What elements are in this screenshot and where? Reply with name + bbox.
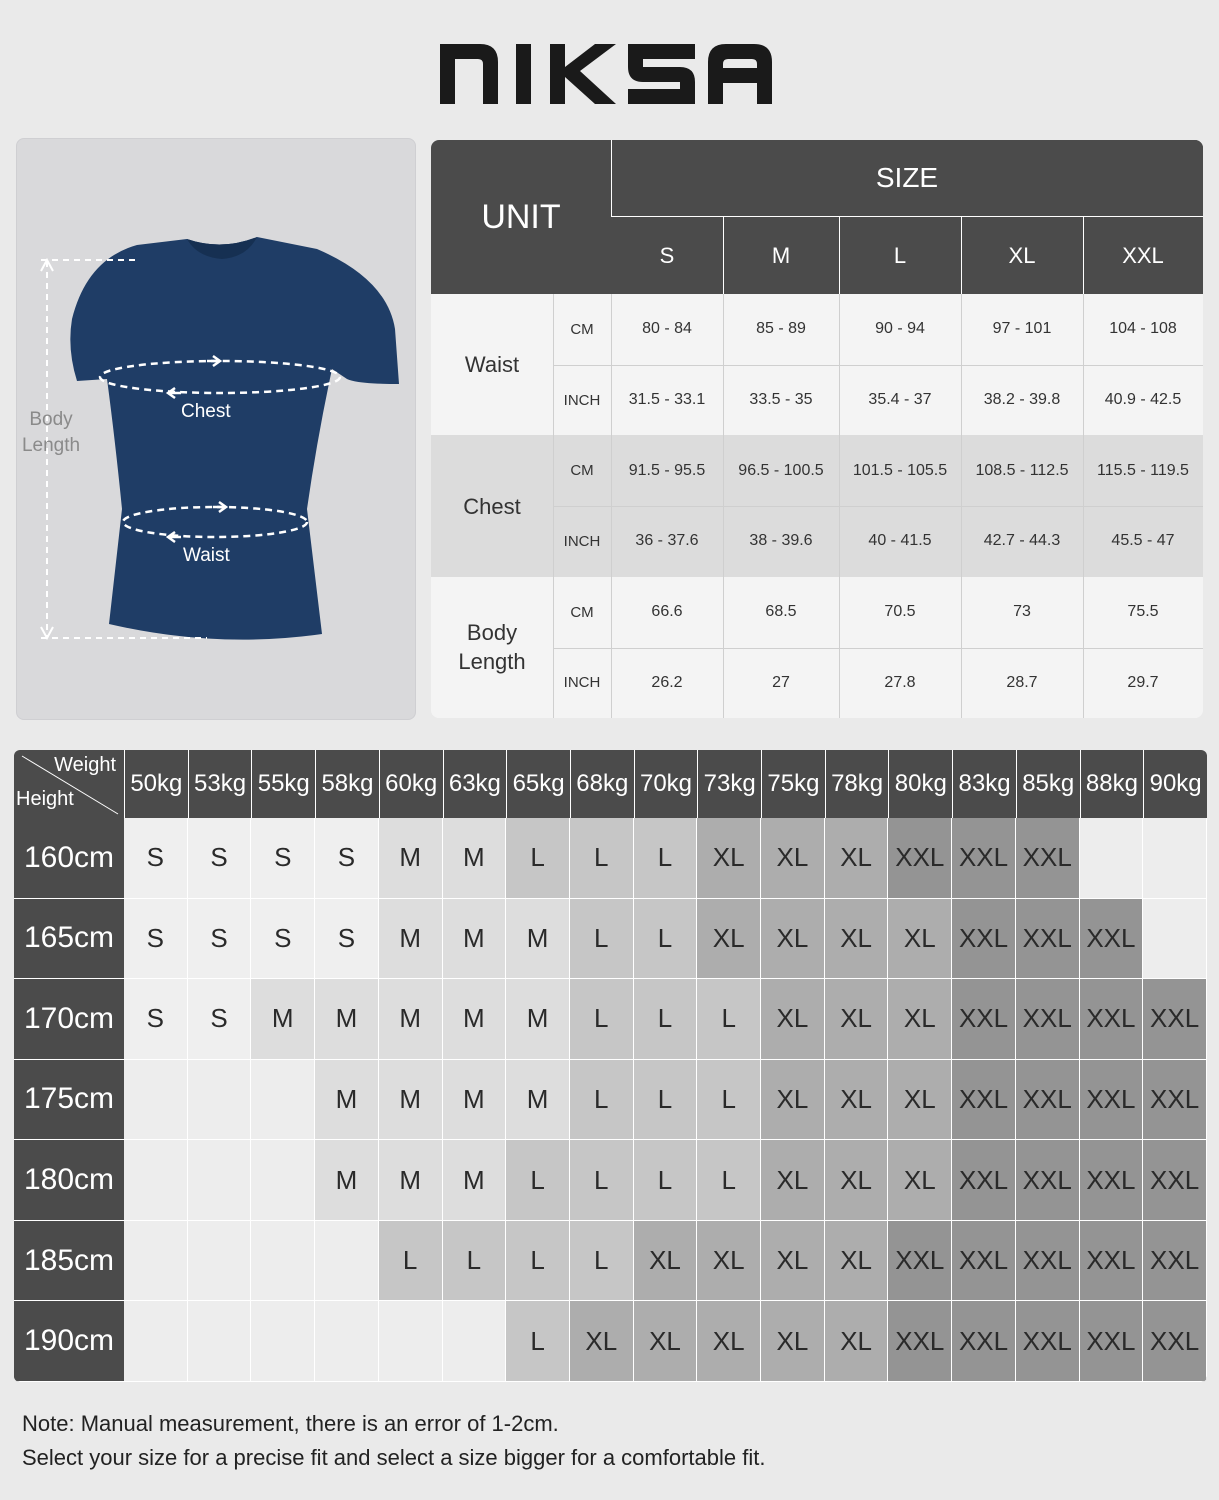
size-recommendation-cell: XL xyxy=(825,899,889,980)
height-row-header: 185cm xyxy=(14,1221,124,1302)
unit-label: CM xyxy=(570,462,594,480)
size-value-cell: 29.7 xyxy=(1127,673,1159,691)
size-recommendation-cell: XL xyxy=(825,1140,889,1221)
note-line-1: Note: Manual measurement, there is an error of 1-2cm. xyxy=(22,1411,559,1436)
measure-label-chest: Chest xyxy=(463,493,521,519)
weight-column-header: 70kg xyxy=(634,750,698,818)
size-recommendation-cell: L xyxy=(379,1221,443,1302)
size-value-cell: 101.5 - 105.5 xyxy=(852,461,948,479)
size-column-xl: XL xyxy=(961,217,1083,294)
weight-column-header: 63kg xyxy=(443,750,507,818)
size-recommendation-cell: S xyxy=(315,818,379,899)
weight-column-header: 73kg xyxy=(697,750,761,818)
size-recommendation-cell: L xyxy=(570,1060,634,1141)
size-value-cell: 97 - 101 xyxy=(992,320,1052,338)
height-row-header: 175cm xyxy=(14,1060,124,1141)
unit-label: CM xyxy=(570,320,594,338)
size-column-xxl: XXL xyxy=(1083,217,1203,294)
size-recommendation-cell: M xyxy=(443,1060,507,1141)
size-recommendation-cell: XL xyxy=(761,1221,825,1302)
note-line-2: Select your size for a precise fit and select a size bigger for a comfortable fit. xyxy=(22,1445,766,1470)
size-header: SIZE xyxy=(611,140,1203,216)
size-measurement-table xyxy=(431,140,1203,718)
size-recommendation-cell: XL xyxy=(761,1301,825,1382)
size-value-cell: 42.7 - 44.3 xyxy=(983,532,1061,550)
size-recommendation-cell: L xyxy=(506,1140,570,1221)
size-value-cell: 38 - 39.6 xyxy=(749,532,813,550)
size-recommendation-cell: M xyxy=(443,899,507,980)
size-recommendation-cell: XXL xyxy=(888,818,952,899)
size-value-cell: 45.5 - 47 xyxy=(1111,532,1175,550)
size-value-cell: 91.5 - 95.5 xyxy=(628,461,706,479)
size-recommendation-cell: XXL xyxy=(1143,979,1207,1060)
size-recommendation-cell xyxy=(1143,899,1207,980)
size-recommendation-cell: L xyxy=(506,1221,570,1302)
height-row-header: 160cm xyxy=(14,818,124,899)
height-row-header: 165cm xyxy=(14,899,124,980)
size-recommendation-cell: XL xyxy=(825,1301,889,1382)
size-recommendation-cell: XL xyxy=(761,899,825,980)
size-recommendation-cell: XL xyxy=(634,1301,698,1382)
size-value-cell: 40 - 41.5 xyxy=(868,532,932,550)
size-recommendation-cell xyxy=(1143,818,1207,899)
size-recommendation-cell: XL xyxy=(761,818,825,899)
size-recommendation-cell: L xyxy=(634,1140,698,1221)
size-recommendation-cell xyxy=(1080,818,1144,899)
height-row-header: 170cm xyxy=(14,979,124,1060)
size-recommendation-cell xyxy=(124,1140,188,1221)
size-recommendation-cell xyxy=(124,1301,188,1382)
size-recommendation-cell: L xyxy=(697,1140,761,1221)
size-value-cell: 85 - 89 xyxy=(756,320,806,338)
size-value-cell: 27.8 xyxy=(884,673,916,691)
size-recommendation-cell: XL xyxy=(697,1301,761,1382)
chest-label: Chest xyxy=(181,401,231,422)
size-recommendation-cell: XL xyxy=(888,1140,952,1221)
size-recommendation-cell: M xyxy=(379,1060,443,1141)
height-row-header: 180cm xyxy=(14,1140,124,1221)
size-value-cell: 68.5 xyxy=(765,603,797,621)
size-recommendation-cell: XL xyxy=(888,1060,952,1141)
size-recommendation-cell: L xyxy=(634,979,698,1060)
size-recommendation-cell: L xyxy=(697,979,761,1060)
size-recommendation-cell: M xyxy=(443,1140,507,1221)
weight-column-header: 90kg xyxy=(1143,750,1207,818)
size-recommendation-cell: S xyxy=(251,899,315,980)
weight-column-header: 55kg xyxy=(251,750,315,818)
weight-column-header: 65kg xyxy=(506,750,570,818)
size-recommendation-cell: XXL xyxy=(1143,1140,1207,1221)
weight-column-header: 50kg xyxy=(124,750,188,818)
size-recommendation-cell xyxy=(188,1060,252,1141)
size-recommendation-cell xyxy=(251,1221,315,1302)
size-recommendation-cell: XXL xyxy=(952,1301,1016,1382)
size-recommendation-cell: XL xyxy=(825,818,889,899)
size-recommendation-cell: XXL xyxy=(1016,818,1080,899)
size-recommendation-cell: XL xyxy=(825,1221,889,1302)
size-recommendation-cell: S xyxy=(124,899,188,980)
weight-column-header: 83kg xyxy=(952,750,1016,818)
weight-column-header: 58kg xyxy=(315,750,379,818)
unit-label: INCH xyxy=(563,674,601,692)
size-recommendation-cell: L xyxy=(570,1221,634,1302)
size-recommendation-cell: S xyxy=(188,979,252,1060)
weight-column-header: 68kg xyxy=(570,750,634,818)
size-value-cell: 104 - 108 xyxy=(1109,320,1177,338)
size-value-cell: 75.5 xyxy=(1127,603,1159,621)
size-recommendation-cell xyxy=(251,1060,315,1141)
size-recommendation-cell: M xyxy=(443,818,507,899)
size-recommendation-cell xyxy=(251,1140,315,1221)
size-recommendation-cell: M xyxy=(315,979,379,1060)
weight-column-header: 85kg xyxy=(1016,750,1080,818)
grid-corner xyxy=(14,750,124,818)
size-recommendation-cell: XXL xyxy=(1016,1221,1080,1302)
size-recommendation-cell: XXL xyxy=(1016,899,1080,980)
size-recommendation-cell: M xyxy=(251,979,315,1060)
weight-column-header: 78kg xyxy=(825,750,889,818)
size-recommendation-cell: M xyxy=(379,979,443,1060)
size-recommendation-cell xyxy=(124,1221,188,1302)
unit-label: INCH xyxy=(563,532,601,550)
size-column-m: M xyxy=(723,217,839,294)
size-recommendation-cell xyxy=(188,1221,252,1302)
size-recommendation-cell xyxy=(124,1060,188,1141)
size-recommendation-cell: XXL xyxy=(952,899,1016,980)
size-column-l: L xyxy=(839,217,961,294)
size-recommendation-cell: XXL xyxy=(1080,899,1144,980)
size-recommendation-cell: XXL xyxy=(952,979,1016,1060)
size-value-cell: 70.5 xyxy=(884,603,916,621)
size-recommendation-cell xyxy=(188,1140,252,1221)
size-recommendation-cell: XXL xyxy=(952,1140,1016,1221)
size-recommendation-cell: XL xyxy=(697,818,761,899)
weight-height-size-grid xyxy=(14,750,1207,1382)
weight-column-header: 53kg xyxy=(188,750,252,818)
size-recommendation-cell: S xyxy=(124,818,188,899)
size-value-cell: 26.2 xyxy=(651,673,683,691)
size-recommendation-cell: L xyxy=(570,1140,634,1221)
size-recommendation-cell: M xyxy=(443,979,507,1060)
size-recommendation-cell: L xyxy=(634,1060,698,1141)
unit-header: UNIT xyxy=(431,140,611,294)
size-column-s: S xyxy=(611,217,723,294)
size-recommendation-cell: L xyxy=(443,1221,507,1302)
shirt-measurement-figure xyxy=(16,138,416,720)
weight-column-header: 60kg xyxy=(379,750,443,818)
body-length-label: Body Length xyxy=(21,409,81,456)
weight-column-header: 80kg xyxy=(888,750,952,818)
size-value-cell: 31.5 - 33.1 xyxy=(628,391,706,409)
unit-label: CM xyxy=(570,603,594,621)
size-recommendation-cell: XXL xyxy=(1016,1060,1080,1141)
size-recommendation-cell: M xyxy=(379,899,443,980)
size-recommendation-cell xyxy=(251,1301,315,1382)
size-recommendation-cell: XL xyxy=(888,979,952,1060)
size-recommendation-cell: XL xyxy=(825,979,889,1060)
size-value-cell: 108.5 - 112.5 xyxy=(975,461,1069,479)
size-recommendation-cell: S xyxy=(188,818,252,899)
size-recommendation-cell: XXL xyxy=(1016,979,1080,1060)
size-recommendation-cell: XL xyxy=(697,1221,761,1302)
size-recommendation-cell: XXL xyxy=(1080,1060,1144,1141)
size-recommendation-cell: XL xyxy=(888,899,952,980)
size-recommendation-cell: XL xyxy=(825,1060,889,1141)
size-value-cell: 40.9 - 42.5 xyxy=(1104,391,1182,409)
size-value-cell: 36 - 37.6 xyxy=(635,532,699,550)
size-recommendation-cell: S xyxy=(124,979,188,1060)
size-recommendation-cell xyxy=(379,1301,443,1382)
size-recommendation-cell: XXL xyxy=(1143,1060,1207,1141)
size-recommendation-cell xyxy=(188,1301,252,1382)
size-recommendation-cell: L xyxy=(634,899,698,980)
size-value-cell: 66.6 xyxy=(651,603,683,621)
size-recommendation-cell: M xyxy=(315,1140,379,1221)
size-recommendation-cell: XXL xyxy=(888,1221,952,1302)
size-recommendation-cell: L xyxy=(634,818,698,899)
size-recommendation-cell: XXL xyxy=(1080,979,1144,1060)
size-recommendation-cell: S xyxy=(315,899,379,980)
size-recommendation-cell: XL xyxy=(761,1060,825,1141)
size-recommendation-cell: L xyxy=(506,818,570,899)
size-recommendation-cell: XXL xyxy=(1080,1140,1144,1221)
size-recommendation-cell: XXL xyxy=(1016,1301,1080,1382)
tshirt-illustration xyxy=(70,237,399,640)
brand-logo xyxy=(440,40,780,110)
size-recommendation-cell: M xyxy=(506,1060,570,1141)
size-recommendation-cell: XXL xyxy=(888,1301,952,1382)
size-recommendation-cell: XXL xyxy=(1080,1301,1144,1382)
size-value-cell: 115.5 - 119.5 xyxy=(1097,461,1189,479)
size-recommendation-cell xyxy=(315,1221,379,1302)
height-axis-label: Height xyxy=(16,788,74,810)
size-recommendation-cell: XL xyxy=(761,1140,825,1221)
size-recommendation-cell: XXL xyxy=(1016,1140,1080,1221)
weight-column-header: 75kg xyxy=(761,750,825,818)
size-recommendation-cell: L xyxy=(570,899,634,980)
size-recommendation-cell: S xyxy=(188,899,252,980)
size-recommendation-cell: L xyxy=(570,818,634,899)
size-value-cell: 80 - 84 xyxy=(642,320,692,338)
measure-label-waist: Waist xyxy=(464,352,520,378)
unit-label: INCH xyxy=(563,391,601,409)
size-value-cell: 73 xyxy=(1013,603,1031,621)
size-recommendation-cell: L xyxy=(570,979,634,1060)
size-value-cell: 38.2 - 39.8 xyxy=(983,391,1061,409)
height-row-header: 190cm xyxy=(14,1301,124,1382)
size-recommendation-cell: XXL xyxy=(1143,1301,1207,1382)
size-value-cell: 90 - 94 xyxy=(875,320,925,338)
size-recommendation-cell: XL xyxy=(761,979,825,1060)
size-recommendation-cell xyxy=(315,1301,379,1382)
size-recommendation-cell: M xyxy=(506,899,570,980)
size-recommendation-cell: S xyxy=(251,818,315,899)
size-recommendation-cell: XXL xyxy=(1080,1221,1144,1302)
weight-column-header: 88kg xyxy=(1080,750,1144,818)
size-recommendation-cell: M xyxy=(315,1060,379,1141)
size-recommendation-cell: XL xyxy=(634,1221,698,1302)
size-recommendation-cell: XXL xyxy=(952,1221,1016,1302)
size-value-cell: 33.5 - 35 xyxy=(749,391,813,409)
size-value-cell: 27 xyxy=(772,673,790,691)
size-recommendation-cell: L xyxy=(506,1301,570,1382)
size-recommendation-cell: M xyxy=(506,979,570,1060)
size-recommendation-cell: XXL xyxy=(1143,1221,1207,1302)
size-recommendation-cell: M xyxy=(379,1140,443,1221)
size-value-cell: 28.7 xyxy=(1006,673,1038,691)
size-value-cell: 96.5 - 100.5 xyxy=(738,461,824,479)
size-recommendation-cell: XXL xyxy=(952,818,1016,899)
size-value-cell: 35.4 - 37 xyxy=(868,391,932,409)
size-recommendation-cell: M xyxy=(379,818,443,899)
measure-label-body: Body Length xyxy=(458,620,526,675)
size-recommendation-cell: XXL xyxy=(952,1060,1016,1141)
size-recommendation-cell: XL xyxy=(570,1301,634,1382)
size-recommendation-cell: L xyxy=(697,1060,761,1141)
weight-axis-label: Weight xyxy=(54,754,116,776)
size-recommendation-cell: XL xyxy=(697,899,761,980)
size-recommendation-cell xyxy=(443,1301,507,1382)
waist-label: Waist xyxy=(183,545,230,566)
